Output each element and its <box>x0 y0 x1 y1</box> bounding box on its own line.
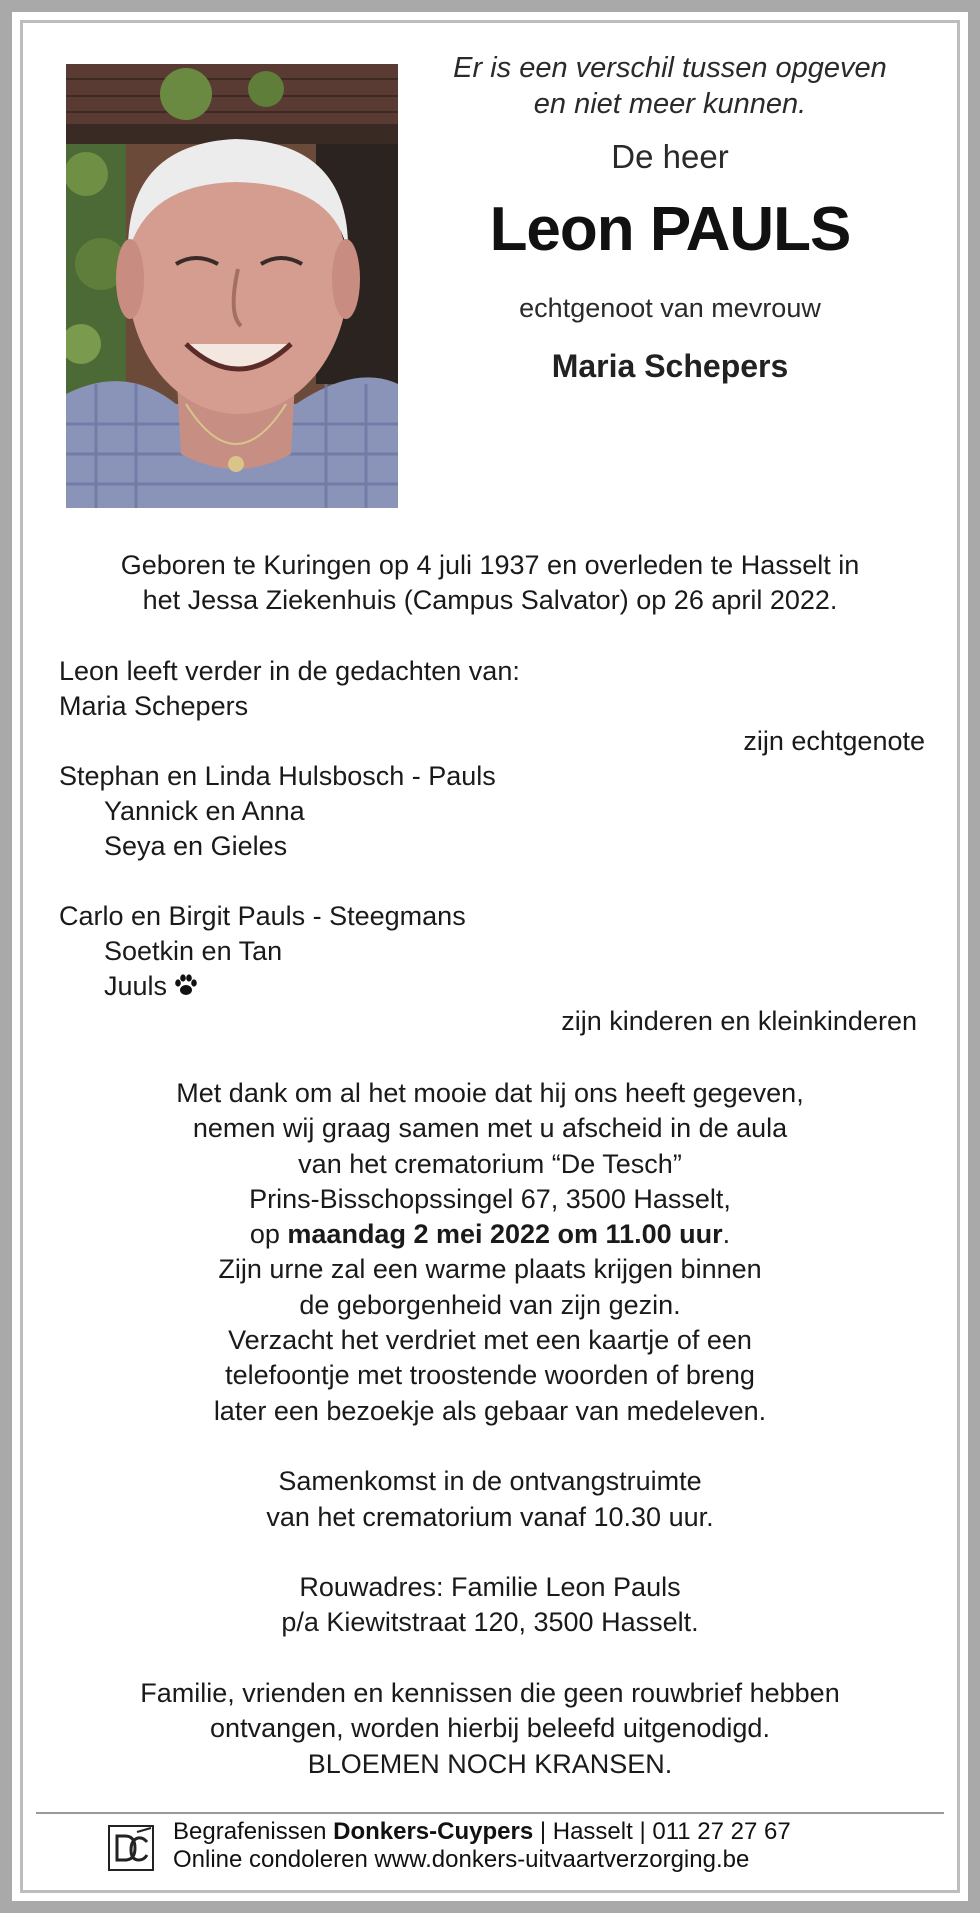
deceased-name: Leon PAULS <box>489 195 851 264</box>
ceremony-line-3: van het crematorium “De Tesch” <box>298 1148 682 1179</box>
wife-role: zijn echtgenote <box>743 726 925 756</box>
footer-line-2: Online condoleren www.donkers-uitvaartverzorging.be <box>173 1846 750 1873</box>
footer <box>107 1818 927 1898</box>
footer-divider <box>36 1812 944 1814</box>
date-prefix: op <box>249 1219 288 1250</box>
address-line-1: Rouwadres: Familie Leon Pauls <box>299 1572 681 1603</box>
birth-death-info <box>40 548 940 618</box>
footer-prefix: Begrafenissen <box>173 1818 334 1845</box>
quote <box>420 50 920 122</box>
survivor-child-1: Stephan en Linda Hulsbosch - Pauls <box>59 761 496 791</box>
footer-text <box>173 1818 791 1874</box>
ceremony-line-2: nemen wij graag samen met u afscheid in de aula <box>192 1113 788 1144</box>
spouse-name: Maria Schepers <box>551 348 789 384</box>
survivor-child-2: Carlo en Birgit Pauls - Steegmans <box>59 901 466 931</box>
paw-icon <box>173 972 199 998</box>
portrait-photo <box>66 64 398 508</box>
grandchild-1b: Seya en Gieles <box>104 831 288 861</box>
honorific: De heer <box>611 138 729 175</box>
gathering-line-2: van het crematorium vanaf 10.30 uur. <box>266 1501 714 1532</box>
quote-line-2: en niet meer kunnen. <box>533 88 807 120</box>
spouse-label: echtgenoot van mevrouw <box>519 293 821 323</box>
ceremony-line-1: Met dank om al het mooie dat hij ons heeft gegeven, <box>176 1078 804 1108</box>
born-line-1: Geboren te Kuringen op 4 juli 1937 en overleden te Hasselt in <box>120 550 860 580</box>
ceremony-line-8: Verzacht het verdriet met een kaartje of een <box>228 1325 752 1356</box>
grandchild-2b-row <box>59 969 925 1004</box>
footer-contact: | Hasselt | 011 27 27 67 <box>533 1818 791 1845</box>
grandchild-2a: Soetkin en Tan <box>104 936 283 966</box>
address-line-2: p/a Kiewitstraat 120, 3500 Hasselt. <box>281 1607 699 1638</box>
grandchild-2b: Juuls <box>104 971 168 1001</box>
ceremony-line-7: de geborgenheid van zijn gezin. <box>299 1289 681 1320</box>
dc-logo-icon <box>107 1824 155 1872</box>
ceremony-line-4: Prins-Bisschopssingel 67, 3500 Hasselt, <box>249 1183 731 1214</box>
closing-line-1: Familie, vrienden en kennissen die geen rouwbrief hebben <box>140 1678 840 1709</box>
footer-line-1 <box>173 1818 791 1846</box>
ceremony-text <box>40 1076 940 1782</box>
company-name: Donkers-Cuypers <box>333 1818 534 1845</box>
survivor-wife: Maria Schepers <box>59 691 249 721</box>
date-suffix: . <box>722 1219 731 1250</box>
survivors-list <box>59 654 925 1039</box>
born-line-2: het Jessa Ziekenhuis (Campus Salvator) op 26 april 2022. <box>142 585 838 615</box>
quote-line-1: Er is een verschil tussen opgeven <box>453 52 887 84</box>
closing-line-3: BLOEMEN NOCH KRANSEN. <box>307 1748 673 1779</box>
ceremony-date: maandag 2 mei 2022 om 11.00 uur <box>287 1219 723 1250</box>
ceremony-line-10: later een bezoekje als gebaar van medeleven. <box>213 1395 767 1426</box>
header-block <box>420 50 920 385</box>
gathering-line-1: Samenkomst in de ontvangstruimte <box>278 1466 702 1497</box>
ceremony-line-9: telefoontje met troostende woorden of breng <box>225 1360 755 1391</box>
survivors-intro: Leon leeft verder in de gedachten van: <box>59 656 520 686</box>
ceremony-line-6: Zijn urne zal een warme plaats krijgen binnen <box>218 1254 762 1285</box>
children-role: zijn kinderen en kleinkinderen <box>561 1006 917 1036</box>
closing-line-2: ontvangen, worden hierbij beleefd uitgenodigd. <box>210 1713 770 1744</box>
ceremony-date-line <box>40 1217 940 1252</box>
grandchild-1a: Yannick en Anna <box>104 796 305 826</box>
